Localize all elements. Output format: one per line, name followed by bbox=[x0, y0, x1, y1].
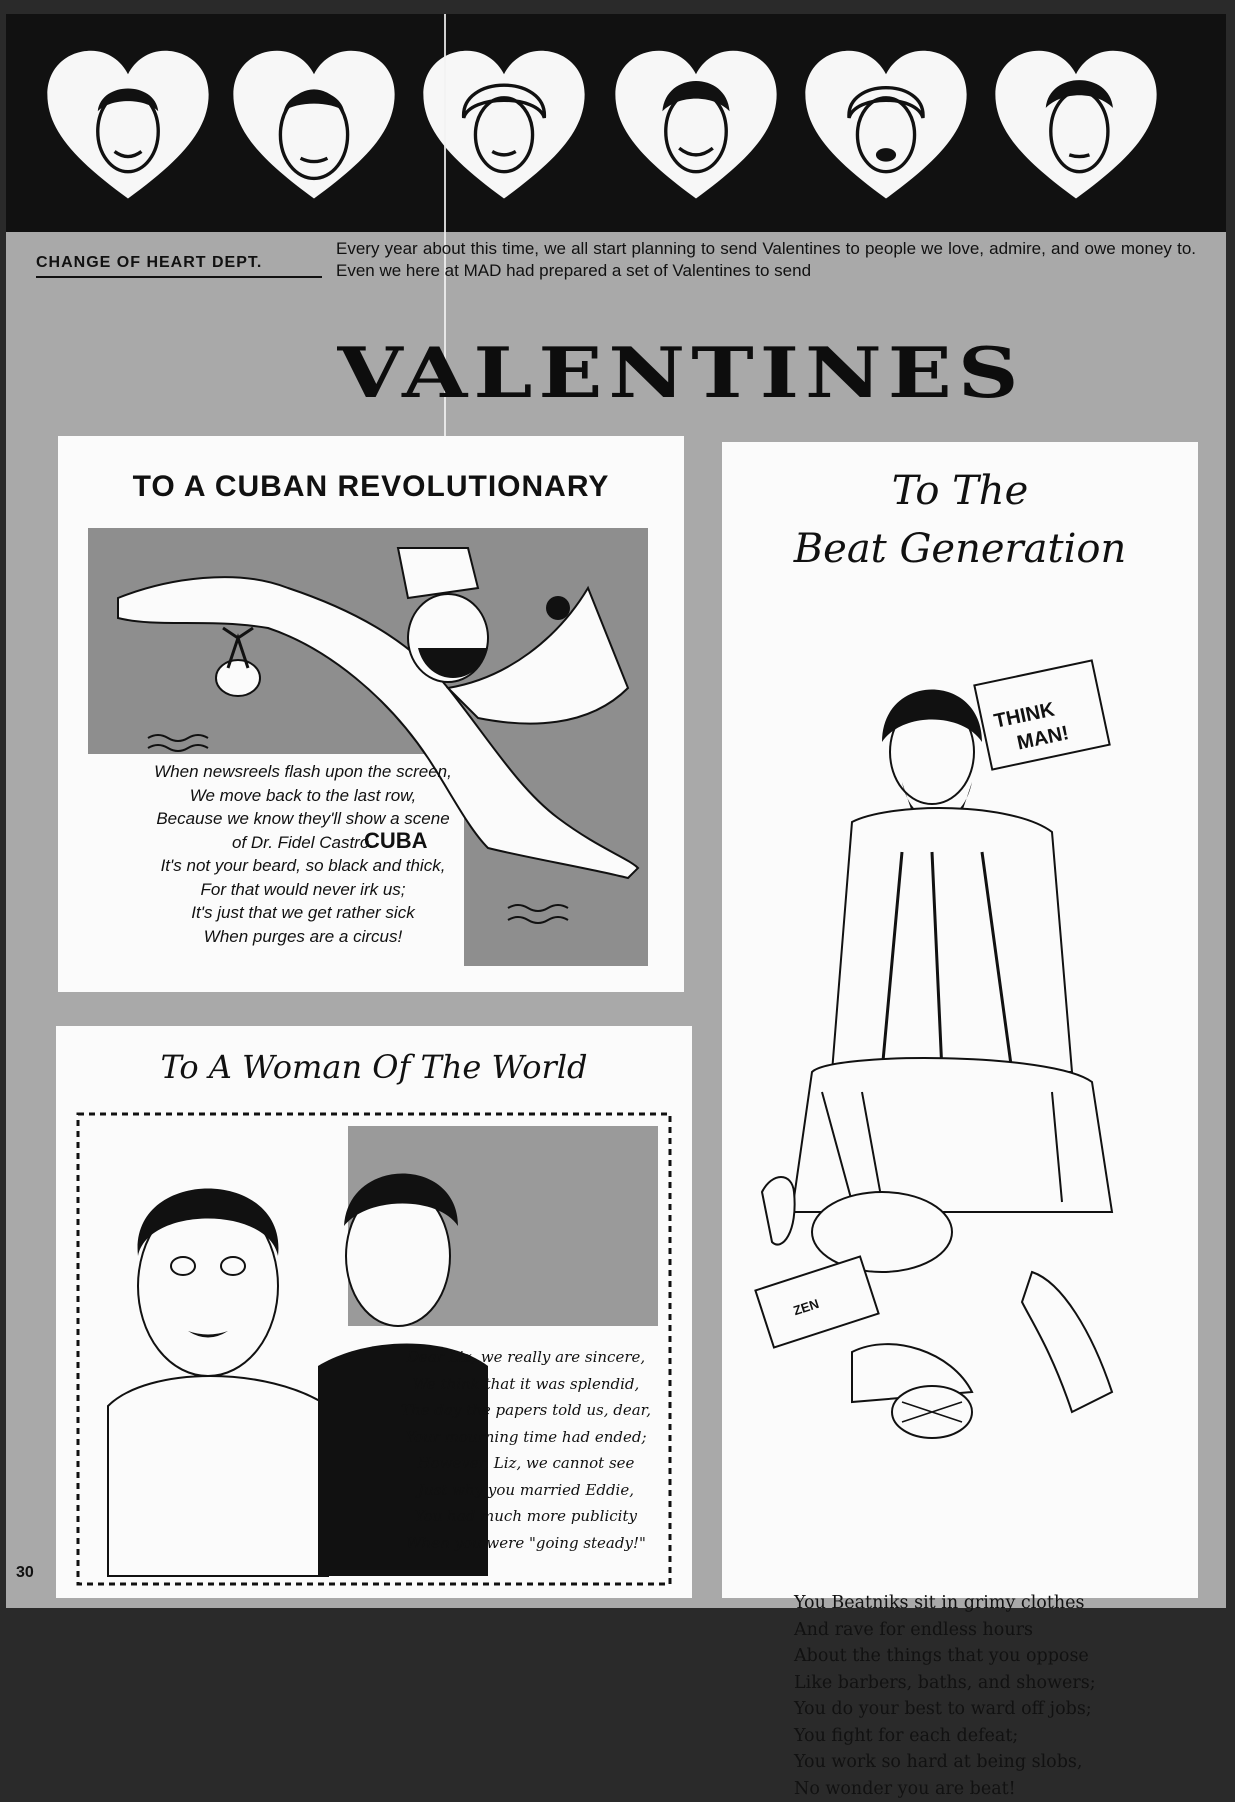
poem-line: The day the papers told us, dear, bbox=[376, 1397, 676, 1424]
poem-line: We think that it was splendid, bbox=[376, 1371, 676, 1398]
dept-label: CHANGE OF HEART DEPT. bbox=[36, 254, 322, 278]
page-title: VALENTINES bbox=[166, 332, 1196, 413]
liz-title: To A Woman Of The World bbox=[56, 1048, 692, 1086]
beat-poem bbox=[794, 1590, 1134, 1802]
heart-portrait-6 bbox=[990, 44, 1162, 212]
poem-line: About the things that you oppose bbox=[794, 1643, 1134, 1670]
poem-line: Just why you married Eddie, bbox=[376, 1477, 676, 1504]
beat-title bbox=[722, 462, 1198, 578]
page-number: 30 bbox=[16, 1564, 34, 1582]
heart-portrait-4 bbox=[610, 44, 782, 212]
poem-line: Dear Liz, we really are sincere, bbox=[376, 1344, 676, 1371]
cuba-map-label: CUBA bbox=[364, 828, 428, 854]
poem-line: Because we know they'll show a scene bbox=[98, 807, 508, 831]
heart-portrait-2 bbox=[228, 44, 400, 212]
panel-beat-generation bbox=[722, 442, 1198, 1598]
poem-line: We move back to the last row, bbox=[98, 784, 508, 808]
beatnik-illustration bbox=[732, 632, 1188, 1452]
cuba-title: TO A CUBAN REVOLUTIONARY bbox=[58, 470, 684, 504]
svg-text:MAN!: MAN! bbox=[1015, 722, 1071, 754]
poem-line: of Dr. Fidel Castro. bbox=[98, 831, 508, 855]
poem-line: However, Liz, we cannot see bbox=[376, 1450, 676, 1477]
beat-title-line-2: Beat Generation bbox=[722, 520, 1198, 578]
poem-line: You had much more publicity bbox=[376, 1503, 676, 1530]
beat-title-line-1: To The bbox=[722, 462, 1198, 520]
liz-poem-box bbox=[376, 1344, 676, 1594]
poem-line: When you were "going steady!" bbox=[376, 1530, 676, 1557]
svg-text:ZEN: ZEN bbox=[791, 1296, 820, 1318]
poem-line: Like barbers, baths, and showers; bbox=[794, 1670, 1134, 1697]
poem-line: No wonder you are beat! bbox=[794, 1776, 1134, 1802]
heart-portrait-1 bbox=[42, 44, 214, 212]
panel-cuban-revolutionary bbox=[58, 436, 684, 992]
poem-line: Your mourning time had ended; bbox=[376, 1424, 676, 1451]
poem-line: You Beatniks sit in grimy clothes bbox=[794, 1590, 1134, 1617]
magazine-page bbox=[6, 14, 1226, 1608]
poem-line: You fight for each defeat; bbox=[794, 1723, 1134, 1750]
svg-text:THINK: THINK bbox=[992, 698, 1057, 732]
poem-line: When purges are a circus! bbox=[98, 925, 508, 949]
cuba-poem bbox=[98, 760, 508, 948]
heart-portrait-5 bbox=[800, 44, 972, 212]
liz-poem bbox=[376, 1344, 676, 1556]
poem-line: You do your best to ward off jobs; bbox=[794, 1696, 1134, 1723]
poem-line: You work so hard at being slobs, bbox=[794, 1749, 1134, 1776]
poem-line: For that would never irk us; bbox=[98, 878, 508, 902]
poem-line: It's not your beard, so black and thick, bbox=[98, 854, 508, 878]
heart-strip bbox=[6, 14, 1226, 232]
intro-text: Every year about this time, we all start planning to send Valentines to people we love, admire, and owe money to. Even we here at MAD had prepared a set of Valentines to send bbox=[336, 238, 1196, 282]
poem-line: When newsreels flash upon the screen, bbox=[98, 760, 508, 784]
poem-line: And rave for endless hours bbox=[794, 1617, 1134, 1644]
poem-line: It's just that we get rather sick bbox=[98, 901, 508, 925]
